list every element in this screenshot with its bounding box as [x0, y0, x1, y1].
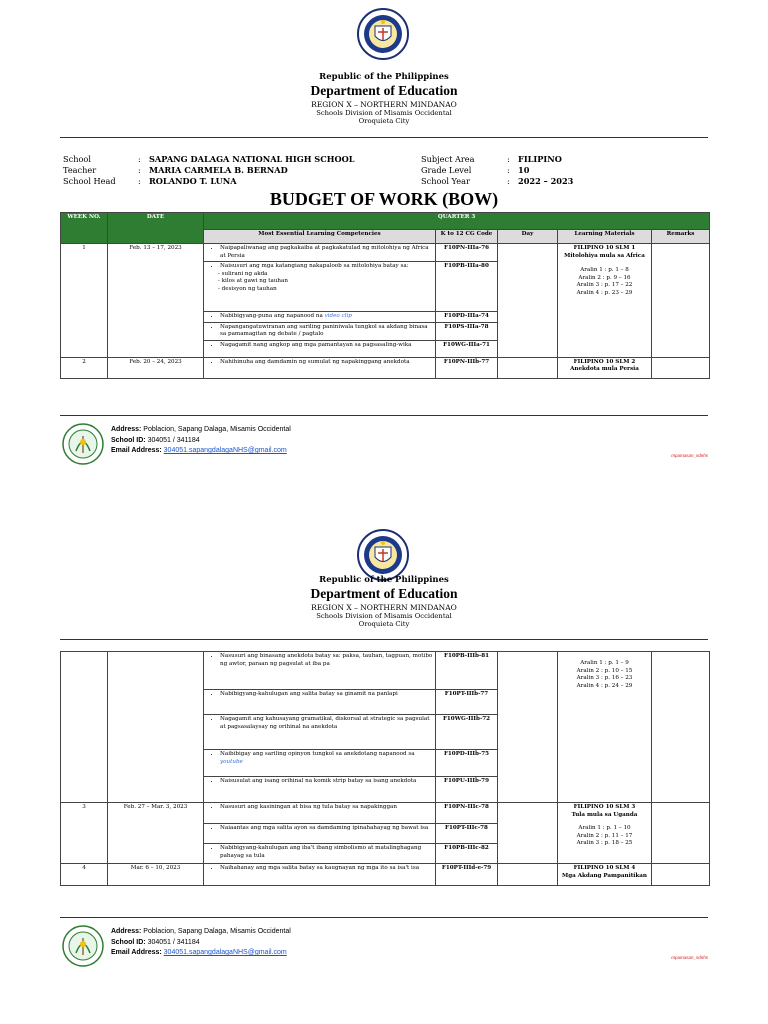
cg-code: F10PN-IIIa-76	[436, 244, 498, 262]
division-text: Schools Division of Misamis Occidental	[316, 109, 452, 117]
colon: :	[507, 176, 510, 186]
material-subtitle: Tula mula sa Uganda	[571, 811, 638, 818]
remarks-cell	[652, 357, 710, 378]
footer-tag: mpamasan_sdnhs	[671, 955, 708, 960]
aralin-item: Aralin 2 : p. 9 – 16	[578, 274, 631, 281]
aralin-item: Aralin 1 : p. 1 – 8	[580, 267, 629, 274]
competency: • Naihahanay ang mga salita batay sa kaugnayan ng mga ito sa isa't isa	[220, 865, 433, 873]
competency-cell	[204, 803, 436, 824]
department-text: Department of Education	[310, 586, 458, 601]
letterhead	[0, 72, 768, 125]
competency: • Nasusuri ang kasiningan at bisa ng tula batay sa napakinggan	[220, 804, 433, 812]
bow-table-continued	[60, 651, 710, 886]
week-date: Feb. 27 – Mar. 3, 2023	[108, 803, 204, 864]
teacher-label: Teacher	[63, 165, 97, 175]
document-title: BUDGET OF WORK (BOW)	[269, 189, 499, 209]
header-divider	[60, 639, 708, 640]
competency-cell	[204, 357, 436, 378]
school-id-label: School ID:	[111, 938, 146, 946]
cg-code: F10PD-IIIb-75	[436, 750, 498, 777]
date-header: DATE	[108, 213, 204, 244]
material-title: FILIPINO 10 SLM 2	[573, 358, 636, 365]
email-link[interactable]: 304051.sapangdalagaNHS@gmail.com	[163, 949, 287, 956]
colon: :	[507, 154, 510, 164]
cg-code: F10PB-IIIc-82	[436, 844, 498, 864]
melc-header: Most Essential Learning Competencies	[204, 230, 436, 244]
colon: :	[138, 154, 141, 164]
competency: • Naiaantas ang mga salita ayon sa damdaming ipinahahayag ng bawat isa	[220, 825, 433, 833]
teacher-value: MARIA CARMELA B. BERNAD	[149, 165, 288, 175]
code-header: K to 12 CG Code	[436, 230, 498, 244]
address-value: Poblacion, Sapang Dalaga, Misamis Occidental	[143, 426, 291, 433]
region-text: REGION X – NORTHERN MINDANAO	[311, 603, 457, 612]
department-text: Department of Education	[310, 83, 458, 98]
materials-cell	[558, 357, 652, 378]
competency: • Naipapaliwanag ang pagkakaiba at pagkakatulad ng mitolohiya ng Africa at Persia	[220, 245, 433, 260]
aralin-item: Aralin 4 : p. 23 – 29	[576, 289, 633, 296]
school-logo-icon	[62, 423, 104, 465]
competency: • Napangangatuwiranan ang sariling paniniwala tungkol sa akdang binasa sa pamamagitan ng debate / pagtalo	[220, 324, 433, 339]
cg-code: F10WG-IIIa-71	[436, 340, 498, 357]
competency-cell	[204, 864, 436, 886]
footer-contact	[111, 425, 291, 457]
competency: • Naisusulat ang isang orihinal na komik strip batay sa isang anekdota	[220, 778, 433, 786]
footer-contact	[111, 927, 291, 959]
week-date: Feb. 13 – 17, 2023	[108, 244, 204, 358]
school-label: School	[63, 154, 91, 164]
footer	[60, 415, 710, 475]
material-subtitle: Anekdota mula Persia	[570, 366, 639, 373]
school-value: SAPANG DALAGA NATIONAL HIGH SCHOOL	[149, 154, 355, 164]
address-value: Poblacion, Sapang Dalaga, Misamis Occidental	[143, 928, 291, 935]
day-cell	[498, 652, 558, 803]
materials-cell	[558, 864, 652, 886]
competency: • Nagagamit ang kahusayang gramatikal, diskorsal at strategic sa pagsulat at pagsasalaysay ng orihinal na anekdota	[220, 716, 433, 731]
table-row	[61, 244, 710, 262]
year-label: School Year	[421, 176, 470, 186]
day-cell	[498, 244, 558, 358]
republic-text: Republic of the Philippines	[319, 575, 449, 585]
competency-cell	[204, 322, 436, 340]
competency: • Nagagamit nang angkop ang mga pamantayan sa pagsasaling-wika	[220, 342, 433, 350]
materials-cell	[558, 803, 652, 864]
material-title: FILIPINO 10 SLM 3	[573, 804, 636, 810]
cg-code: F10PN-IIIb-77	[436, 357, 498, 378]
materials-cell	[558, 244, 652, 358]
competency-cell	[204, 777, 436, 803]
republic-text: Republic of the Philippines	[319, 72, 449, 82]
remarks-cell	[652, 803, 710, 864]
subject-value: FILIPINO	[518, 154, 562, 164]
week-header: WEEK NO.	[61, 213, 108, 244]
cg-code: F10PT-IIId-e-79	[436, 864, 498, 886]
day-cell	[498, 803, 558, 864]
subject-label: Subject Area	[421, 154, 475, 164]
footer-tag: mpamasan_sdnhs	[671, 453, 708, 458]
region-text: REGION X – NORTHERN MINDANAO	[311, 100, 457, 109]
week-no: 4	[61, 864, 108, 886]
sub-item: - desisyon ng tauhan	[226, 286, 433, 294]
division-text: Schools Division of Misamis Occidental	[316, 612, 452, 620]
year-value: 2022 – 2023	[518, 176, 574, 186]
head-value: ROLANDO T. LUNA	[149, 176, 237, 186]
competency: • Naisusuri ang mga katangiang nakapaloob sa mitolohiya batay sa:	[220, 263, 433, 271]
city-text: Oroquieta City	[358, 620, 410, 628]
competency: • Nabibigyang-kahulugan ang salita batay sa ginamit na panlapi	[220, 691, 433, 699]
table-row	[61, 652, 710, 690]
materials-header: Learning Materials	[558, 230, 652, 244]
page-1	[0, 0, 768, 460]
material-title: FILIPINO 10 SLM 4	[573, 865, 636, 871]
competency-cell	[204, 690, 436, 715]
footer-divider	[60, 415, 708, 416]
school-info	[63, 154, 703, 187]
remarks-cell	[652, 652, 710, 803]
footer	[60, 917, 710, 977]
competency-cell	[204, 340, 436, 357]
aralin-item: Aralin 3 : p. 16 – 23	[576, 675, 633, 682]
cg-code: F10PB-IIIa-80	[436, 262, 498, 312]
sub-item: - kilos at gawi ng tauhan	[226, 278, 433, 286]
competency: • Nabibigyang-kahulugan ang iba't ibang simbolismo at matalinghagang pahayag sa tula	[220, 845, 433, 860]
competency-text: Naibibigay ang sariling opinyon tungkol sa anekdotang napanood sa	[220, 751, 415, 757]
remarks-cell	[652, 864, 710, 886]
bow-table	[60, 212, 710, 379]
material-title: FILIPINO 10 SLM 1	[573, 245, 636, 251]
table-row	[61, 357, 710, 378]
aralin-item: Aralin 2 : p. 11 – 17	[576, 832, 633, 839]
address-label: Address:	[111, 928, 142, 935]
aralin-item: Aralin 3 : p. 17 – 22	[576, 282, 633, 289]
material-subtitle: Mitolohiya mula sa Africa	[564, 252, 645, 259]
week-date: Feb. 20 – 24, 2023	[108, 357, 204, 378]
sub-item: - sulirani ng akda	[226, 271, 433, 279]
competency	[220, 313, 433, 321]
competency-cell	[204, 750, 436, 777]
youtube-link: youtube	[220, 758, 243, 765]
table-row	[61, 803, 710, 824]
day-cell	[498, 357, 558, 378]
remarks-header: Remarks	[652, 230, 710, 244]
competency-cell	[204, 262, 436, 312]
competency-cell	[204, 844, 436, 864]
material-subtitle: Mga Akdang Pampanitikan	[562, 872, 647, 879]
competency-text: Nabibigyang-puna ang napanood na	[220, 313, 323, 320]
week-no: 3	[61, 803, 108, 864]
cg-code: F10WG-IIIb-72	[436, 715, 498, 750]
aralin-item: Aralin 1 : p. 1 – 10	[578, 825, 631, 832]
cg-code: F10PB-IIIb-81	[436, 652, 498, 690]
competency	[220, 751, 433, 766]
cg-code: F10PT-IIIc-78	[436, 824, 498, 844]
letterhead	[0, 575, 768, 628]
competency-cell	[204, 312, 436, 323]
cg-code: F10PU-IIIb-79	[436, 777, 498, 803]
aralin-item: Aralin 1 : p. 1 – 9	[580, 660, 629, 666]
quarter-header: QUARTER 3	[204, 213, 710, 230]
aralin-item: Aralin 2 : p. 10 – 15	[576, 667, 633, 674]
email-label: Email Address:	[111, 949, 162, 956]
school-logo-icon	[62, 925, 104, 967]
aralin-item: Aralin 3 : p. 18 – 25	[576, 840, 633, 847]
competency-cell	[204, 824, 436, 844]
school-id-value: 304051 / 341184	[147, 938, 200, 946]
cg-code: F10PS-IIIa-78	[436, 322, 498, 340]
competency-cell	[204, 715, 436, 750]
week-no	[61, 652, 108, 803]
colon: :	[507, 165, 510, 175]
head-label: School Head	[63, 176, 116, 186]
day-header: Day	[498, 230, 558, 244]
grade-value: 10	[518, 165, 530, 175]
table-row	[61, 864, 710, 886]
cg-code: F10PD-IIIa-74	[436, 312, 498, 323]
grade-label: Grade Level	[421, 165, 472, 175]
week-date	[108, 652, 204, 803]
school-id-value: 304051 / 341184	[147, 436, 200, 444]
address-label: Address:	[111, 426, 142, 433]
footer-divider	[60, 917, 708, 918]
competency-cell	[204, 652, 436, 690]
video-clip-link: video clip	[324, 313, 352, 320]
week-no: 1	[61, 244, 108, 358]
week-date: Mar. 6 – 10, 2023	[108, 864, 204, 886]
competency: • Nasusuri ang binasang anekdota batay sa: paksa, tauhan, tagpuan, motibo ng awtor, paraan ng pagsulat at iba pa	[220, 653, 433, 668]
competency: • Nahihinuha ang damdamin ng sumulat ng napakinggang anekdota	[220, 359, 433, 367]
day-cell	[498, 864, 558, 886]
deped-seal-icon	[357, 8, 409, 60]
email-link[interactable]: 304051.sapangdalagaNHS@gmail.com	[163, 447, 287, 454]
materials-cell	[558, 652, 652, 803]
cg-code: F10PN-IIIc-78	[436, 803, 498, 824]
week-no: 2	[61, 357, 108, 378]
school-id-label: School ID:	[111, 436, 146, 444]
deped-seal-icon	[357, 529, 409, 581]
aralin-item: Aralin 4 : p. 24 – 29	[576, 682, 633, 689]
email-label: Email Address:	[111, 447, 162, 454]
header-divider	[60, 137, 708, 138]
colon: :	[138, 176, 141, 186]
competency-cell	[204, 244, 436, 262]
remarks-cell	[652, 244, 710, 358]
colon: :	[138, 165, 141, 175]
cg-code: F10PT-IIIb-77	[436, 690, 498, 715]
city-text: Oroquieta City	[358, 117, 410, 125]
